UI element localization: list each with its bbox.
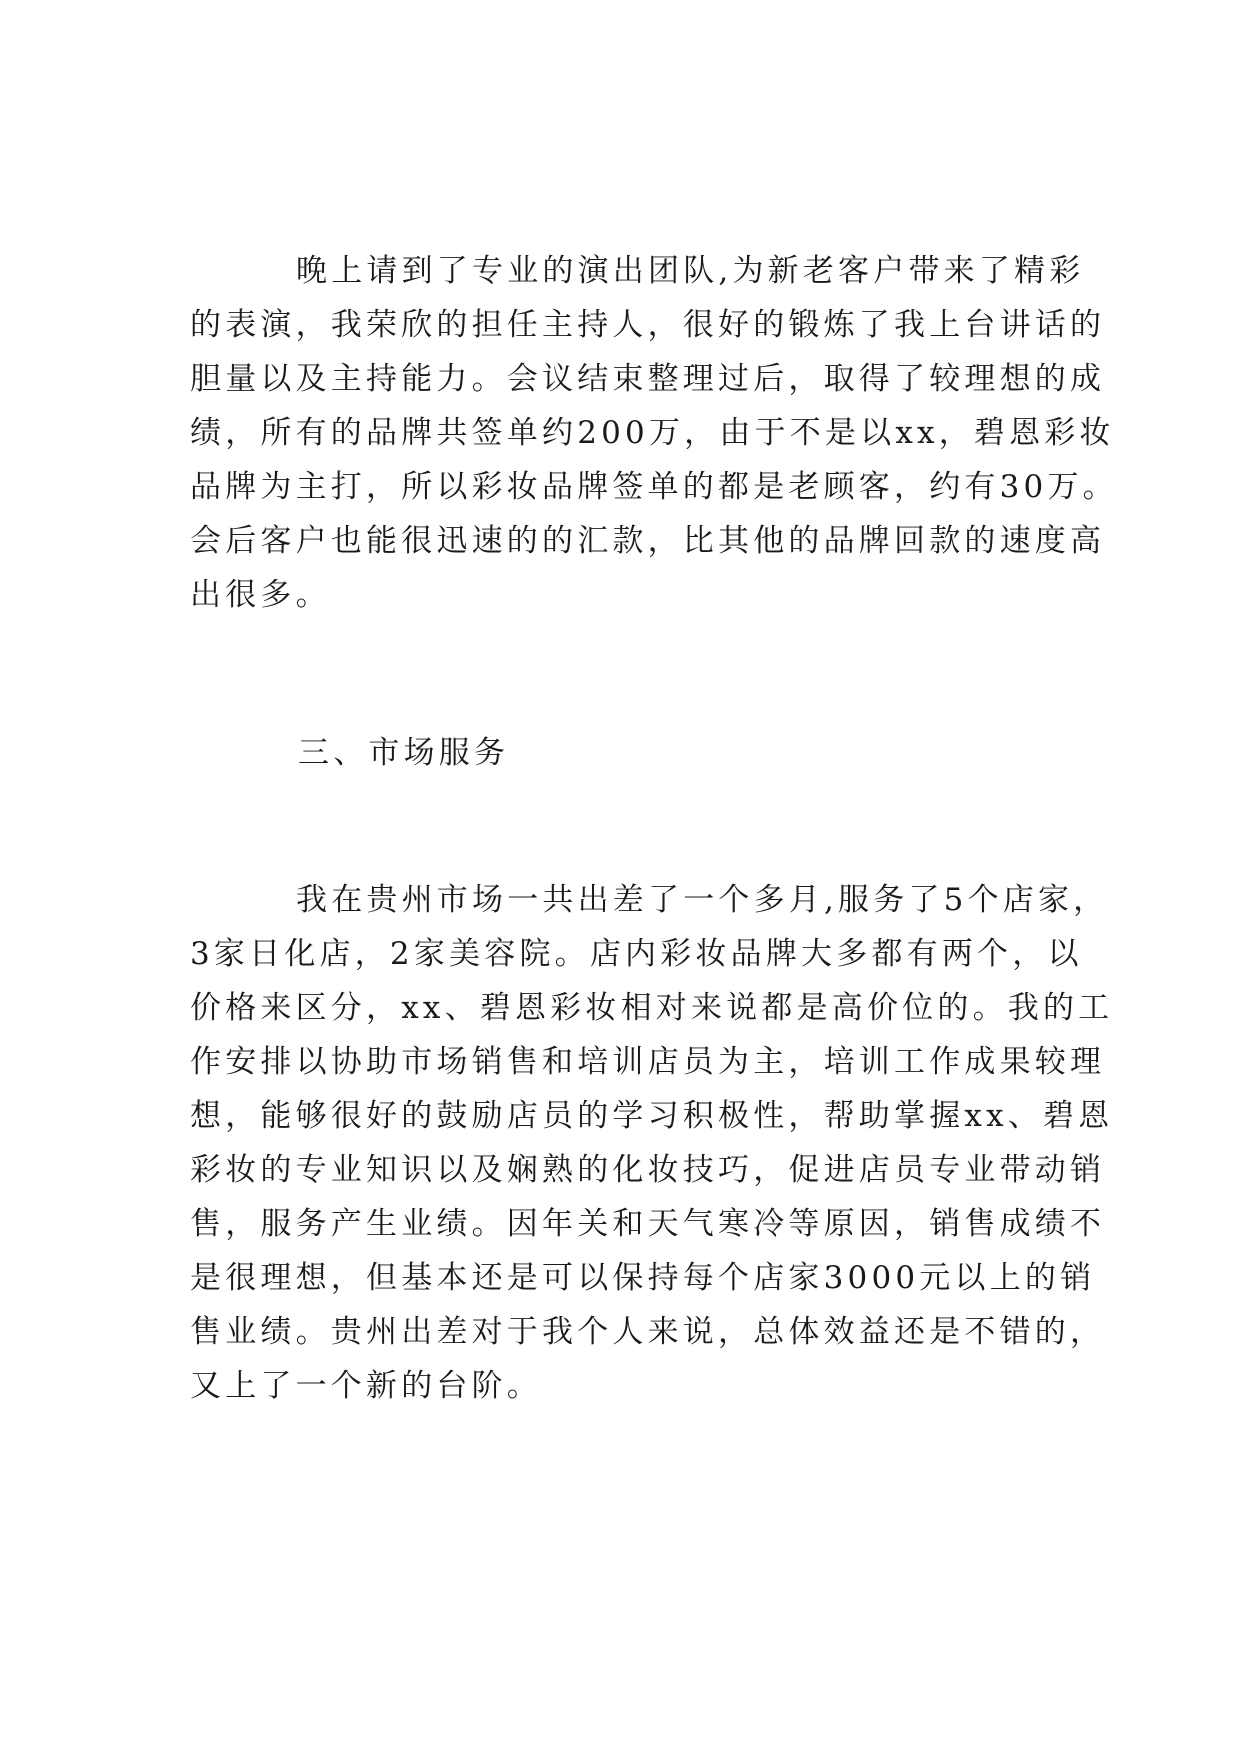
paragraph-line: 3家日化店，2家美容院。店内彩妆品牌大多都有两个，以 — [190, 936, 1083, 972]
paragraph-line: 售，服务产生业绩。因年关和天气寒冷等原因，销售成绩不 — [190, 1206, 1106, 1242]
paragraph-line: 想，能够很好的鼓励店员的学习积极性，帮助掌握xx、碧恩 — [190, 1098, 1114, 1134]
paragraph-line: 晚上请到了专业的演出团队,为新老客户带来了精彩 — [296, 253, 1085, 289]
paragraph-line: 售业绩。贵州出差对于我个人来说，总体效益还是不错的， — [190, 1314, 1106, 1350]
paragraph-line: 品牌为主打，所以彩妆品牌签单的都是老顾客，约有30万。 — [190, 469, 1118, 505]
paragraph-line: 我在贵州市场一共出差了一个多月,服务了5个店家， — [296, 882, 1109, 918]
paragraph-line: 彩妆的专业知识以及娴熟的化妆技巧，促进店员专业带动销 — [190, 1152, 1106, 1188]
paragraph-line: 作安排以协助市场销售和培训店员为主，培训工作成果较理 — [190, 1044, 1106, 1080]
paragraph-line: 会后客户也能很迅速的的汇款，比其他的品牌回款的速度高 — [190, 523, 1106, 559]
paragraph-line: 又上了一个新的台阶。 — [190, 1368, 542, 1404]
paragraph-line: 胆量以及主持能力。会议结束整理过后，取得了较理想的成 — [190, 361, 1106, 397]
paragraph-line: 价格来区分，xx、碧恩彩妆相对来说都是高价位的。我的工 — [190, 990, 1114, 1026]
paragraph-line: 的表演，我荣欣的担任主持人，很好的锻炼了我上台讲话的 — [190, 307, 1106, 343]
paragraph-line: 是很理想，但基本还是可以保持每个店家3000元以上的销 — [190, 1260, 1096, 1296]
paragraph-line: 绩，所有的品牌共签单约200万，由于不是以xx，碧恩彩妆 — [190, 415, 1115, 451]
paragraph-line: 出很多。 — [190, 577, 331, 613]
section-heading: 三、市场服务 — [298, 735, 510, 771]
